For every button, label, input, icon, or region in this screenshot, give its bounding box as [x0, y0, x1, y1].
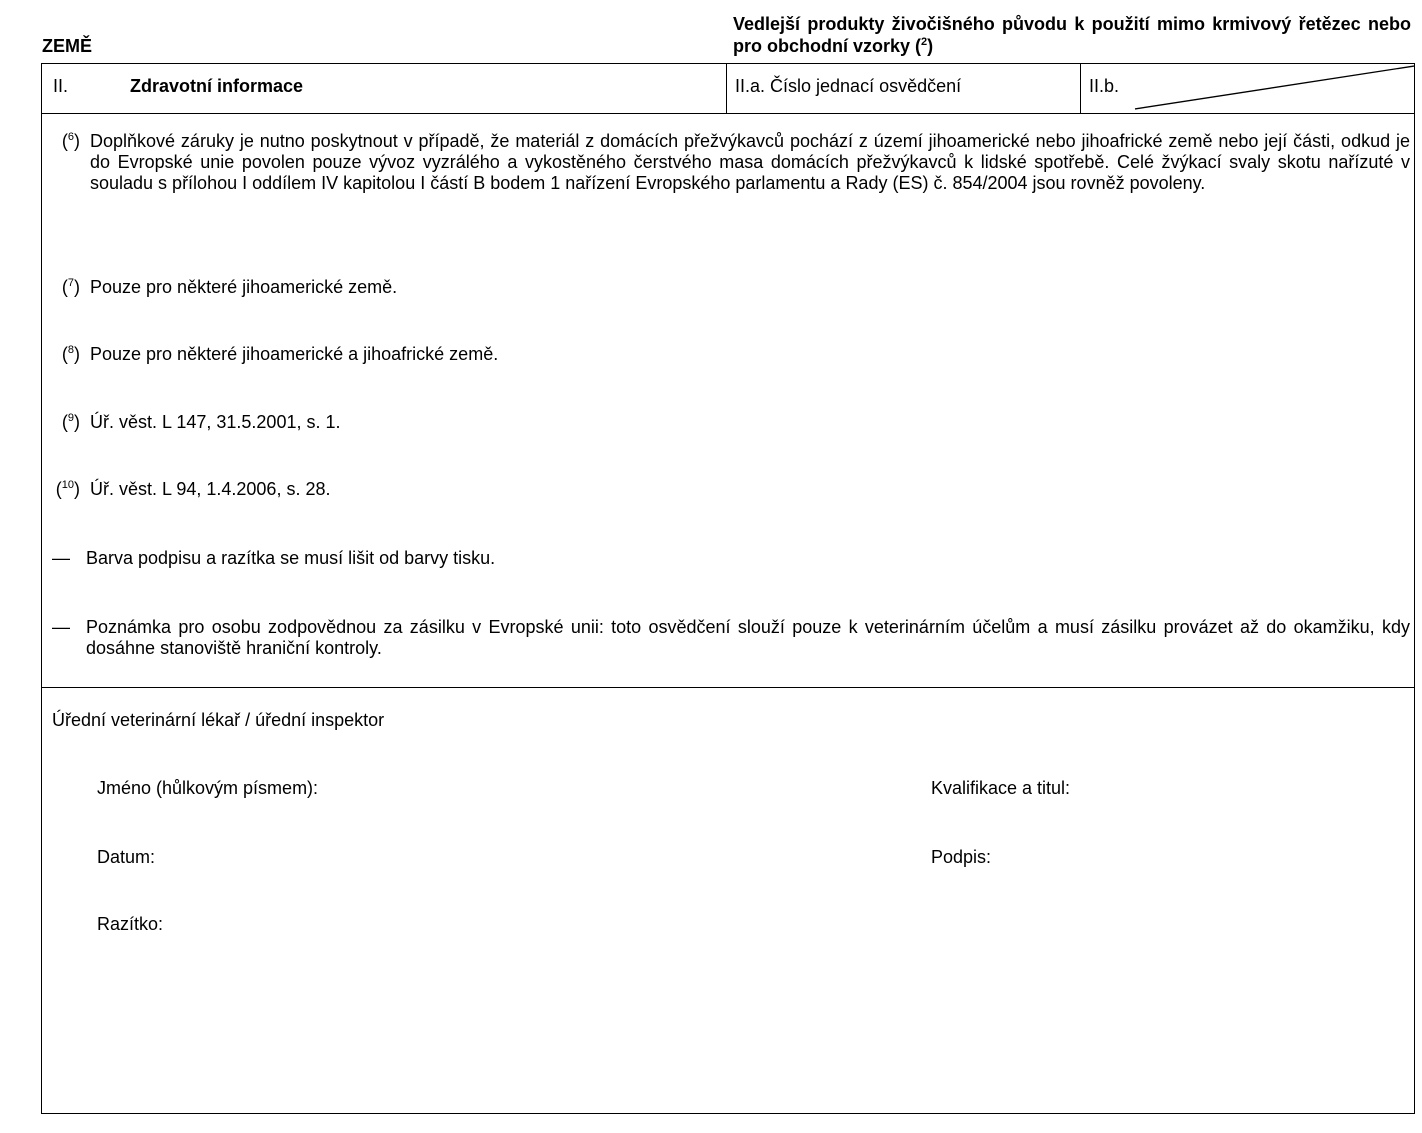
date-label: Datum: — [97, 847, 156, 867]
dash-note-text: Poznámka pro osobu zodpovědnou za zásilku v Evropské unii: toto osvědčení slouží pouze k veterinárním účelům a musí zásilku provázet až do okamžiku, kdy dosáhne stanoviště hraniční kontroly. — [86, 617, 1410, 658]
section-title-cell — [42, 64, 727, 113]
footnote-text: Doplňkové záruky je nutno poskytnout v případě, že materiál z domácích přežvýkavců pochází z území jihoamerické nebo jihoafrické země nebo její části, odkud je do Evropské unie povolen pouze vývoz vyzrálého a vykostěného čerstvého masa domácích přežvýkavců k lidské spotřebě. Celé žvýkací svaly skotu nařízuté v souladu s přílohou I oddílem IV kapitolou I částí B bodem 1 nařízení Evropského parlamentu a Rady (ES) č. 854/2004 jsou rovněž povoleny. — [90, 131, 1410, 193]
dash-note-text: Barva podpisu a razítka se musí lišit od barvy tisku. — [86, 548, 496, 568]
footnote-text: Pouze pro některé jihoamerické a jihoafrické země. — [90, 344, 499, 364]
stamp-label: Razítko: — [97, 914, 164, 934]
qualification-label: Kvalifikace a titul: — [931, 778, 1071, 798]
footnote-text: Pouze pro některé jihoamerické země. — [90, 277, 398, 297]
iib-cell — [1081, 64, 1414, 113]
name-label: Jméno (hůlkovým písmem): — [97, 778, 319, 798]
certificate-title — [733, 13, 1411, 57]
footnote-marker: ($^{10}$) — [55, 479, 80, 499]
official-veterinarian-heading: Úřední veterinární lékař / úřední inspektor — [52, 710, 385, 730]
dash-marker: — — [52, 548, 70, 568]
section-title: Zdravotní informace — [130, 76, 304, 96]
signature-label: Podpis: — [931, 847, 992, 867]
section-number: II. — [53, 76, 69, 96]
footnote-marker: ($^7$) — [61, 277, 80, 297]
footnotes-area — [42, 114, 1414, 688]
certificate-form — [41, 63, 1415, 1114]
footnote-marker: ($^8$) — [61, 344, 80, 364]
footnote-marker: ($^9$) — [61, 412, 80, 432]
certificate-title-close: ) — [927, 36, 934, 56]
dash-note-signature-colour — [52, 548, 1410, 569]
dash-marker: — — [52, 617, 70, 637]
reference-number-label: II.a. Číslo jednací osvědčení — [735, 76, 962, 96]
footnote-6 — [52, 131, 1410, 194]
iib-label: II.b. — [1089, 76, 1120, 96]
footnote-8 — [52, 344, 1410, 365]
diagonal-strike-line — [1081, 64, 1414, 113]
footnote-marker: ($^6$) — [61, 131, 80, 151]
footnote-text: Úř. věst. L 147, 31.5.2001, s. 1. — [90, 412, 341, 432]
certificate-title-footnote-ref: 2 — [921, 36, 928, 48]
footnote-7 — [52, 277, 1410, 298]
section-header-row — [42, 64, 1414, 114]
dash-note-consignment — [52, 617, 1410, 659]
country-heading: ZEMĚ — [42, 36, 93, 56]
certificate-title-text: Vedlejší produkty živočišného původu k použití mimo krmivový řetězec nebo pro obchodní vzorky ( — [733, 14, 1411, 56]
footnote-9 — [52, 412, 1410, 433]
footnote-10 — [52, 479, 1410, 500]
signature-area — [42, 688, 1414, 1113]
footnote-text: Úř. věst. L 94, 1.4.2006, s. 28. — [90, 479, 331, 499]
reference-number-cell — [727, 64, 1081, 113]
